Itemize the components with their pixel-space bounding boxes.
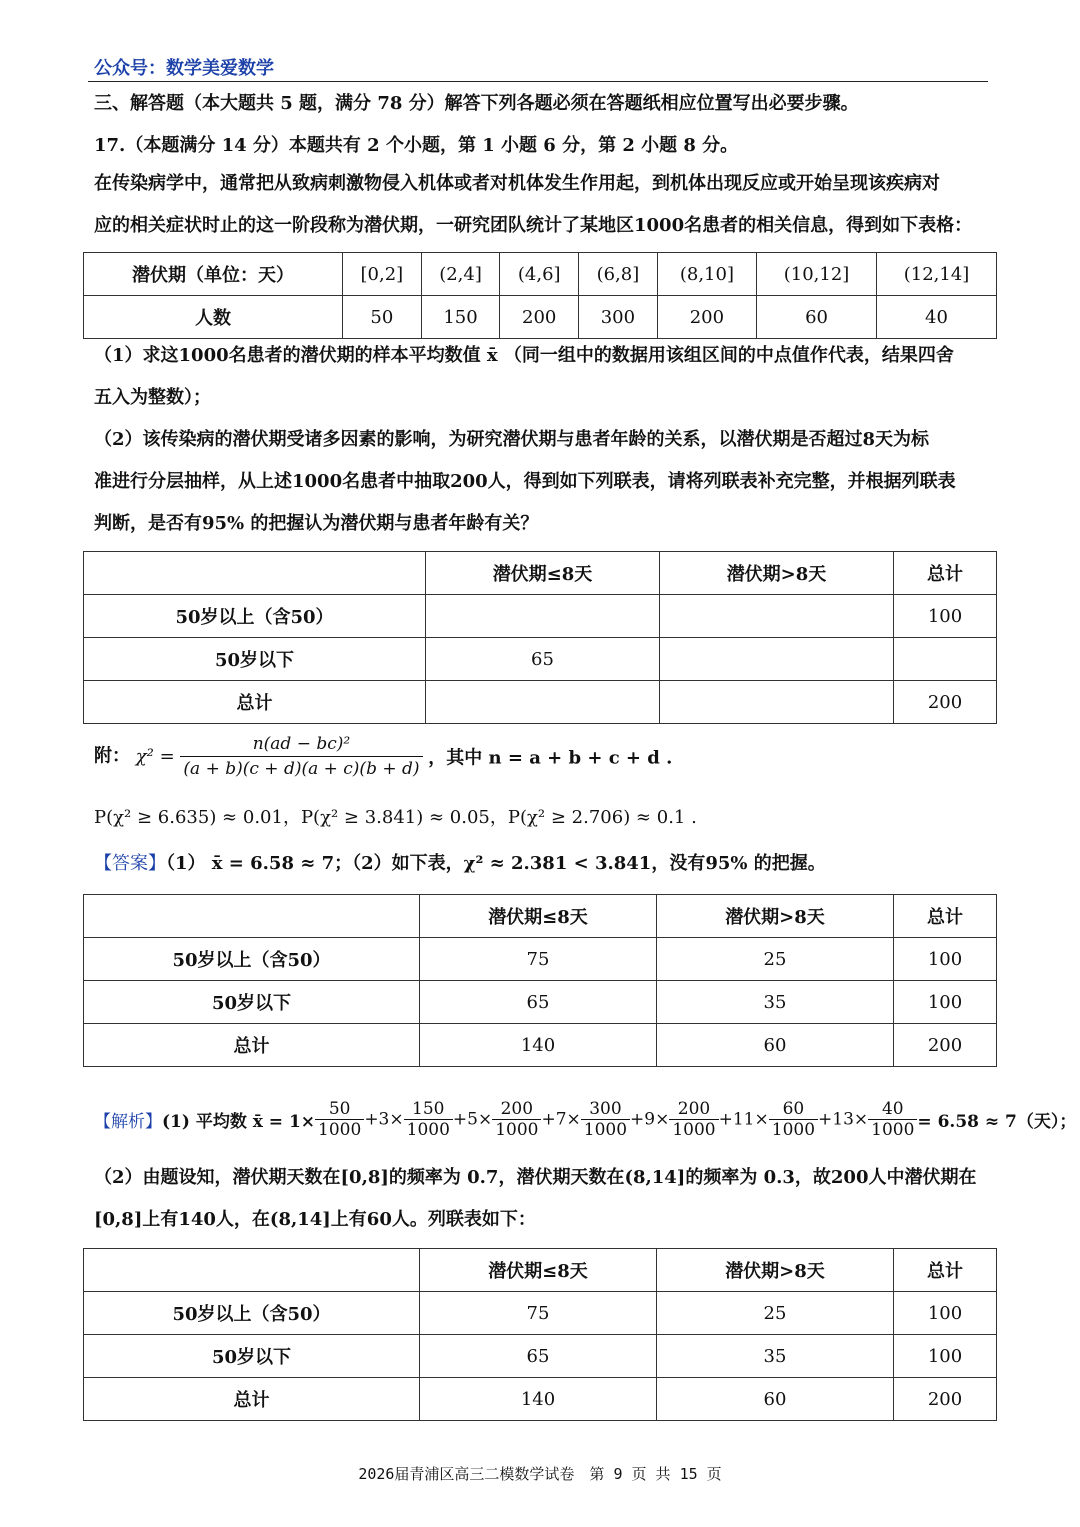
table-row bbox=[84, 638, 997, 681]
column-header: 潜伏期>8天 bbox=[657, 1249, 894, 1292]
intro-line-2: 应的相关症状时止的这一阶段称为潜伏期，一研究团队统计了某地区1000名患者的相关信息，得到如下表格： bbox=[94, 215, 973, 236]
table-cell: 65 bbox=[426, 638, 660, 681]
table-cell: 25 bbox=[657, 1292, 894, 1335]
table-row bbox=[84, 1024, 997, 1067]
fraction-denominator: 1000 bbox=[672, 1120, 716, 1140]
count-cell: 300 bbox=[579, 296, 658, 339]
term-operator: +5× bbox=[452, 1109, 493, 1130]
table-cell bbox=[84, 895, 420, 938]
column-header: 潜伏期>8天 bbox=[660, 552, 894, 595]
count-cell: 200 bbox=[657, 296, 756, 339]
chi-square-numerator: n(ad − bc)² bbox=[180, 732, 422, 757]
fraction-numerator: 60 bbox=[769, 1099, 818, 1120]
fraction-denominator: 1000 bbox=[406, 1120, 450, 1140]
count-cell: 200 bbox=[500, 296, 579, 339]
answer-text: （1） x̄ = 6.58 ≈ 7；（2）如下表，χ² ≈ 2.381 < 3.841，没有95% 的把握。 bbox=[166, 853, 826, 874]
table-row bbox=[84, 595, 997, 638]
question-1-line-1: （1）求这1000名患者的潜伏期的样本平均数值 x̄ （同一组中的数据用该组区间的中点值作代表，结果四舍 bbox=[94, 345, 954, 366]
interval-cell: (8,10] bbox=[657, 253, 756, 296]
row-header: 总计 bbox=[84, 681, 426, 724]
table-cell: 35 bbox=[657, 981, 894, 1024]
term-operator: = 6.58 ≈ 7（天）； bbox=[917, 1112, 1077, 1132]
row-header: 50岁以下 bbox=[84, 981, 420, 1024]
contingency-table-answer bbox=[83, 894, 997, 1067]
table-row bbox=[84, 681, 997, 724]
answer-label: 【答案】 bbox=[94, 853, 166, 874]
interval-cell: [0,2] bbox=[343, 253, 422, 296]
count-cell: 150 bbox=[421, 296, 500, 339]
table-cell: 200 bbox=[894, 681, 997, 724]
column-header: 总计 bbox=[894, 552, 997, 595]
table-row bbox=[84, 895, 997, 938]
table-cell: 35 bbox=[657, 1335, 894, 1378]
fraction-term bbox=[315, 1099, 364, 1140]
table-cell: 140 bbox=[420, 1378, 657, 1421]
table-incubation-counts bbox=[83, 252, 997, 339]
column-header: 潜伏期≤8天 bbox=[420, 1249, 657, 1292]
fraction-numerator: 200 bbox=[492, 1099, 541, 1120]
table-row bbox=[84, 1249, 997, 1292]
count-cell: 40 bbox=[877, 296, 997, 339]
table-cell: 65 bbox=[420, 981, 657, 1024]
analysis-mean-line bbox=[94, 1099, 1076, 1140]
table-cell bbox=[426, 681, 660, 724]
table-row bbox=[84, 981, 997, 1024]
table-cell: 100 bbox=[894, 1292, 997, 1335]
contingency-table-blank bbox=[83, 551, 997, 724]
table-cell: 25 bbox=[657, 938, 894, 981]
table-cell: 100 bbox=[894, 1335, 997, 1378]
appendix-label: 附： bbox=[94, 745, 130, 767]
fraction-term bbox=[404, 1099, 453, 1140]
column-header: 总计 bbox=[894, 1249, 997, 1292]
table-cell: 75 bbox=[420, 1292, 657, 1335]
problem-heading: 17.（本题满分 14 分）本题共有 2 个小题，第 1 小题 6 分，第 2 小题 8 分。 bbox=[94, 135, 739, 156]
table-cell bbox=[660, 638, 894, 681]
fraction-term bbox=[868, 1099, 917, 1140]
interval-cell: (6,8] bbox=[579, 253, 658, 296]
fraction-denominator: 1000 bbox=[495, 1120, 539, 1140]
fraction-term bbox=[669, 1099, 718, 1140]
term-operator: +3× bbox=[364, 1109, 404, 1130]
interval-cell: (10,12] bbox=[757, 253, 877, 296]
table-cell bbox=[84, 1249, 420, 1292]
table-row bbox=[84, 296, 997, 339]
contingency-table-analysis bbox=[83, 1248, 997, 1421]
table-cell: 100 bbox=[894, 938, 997, 981]
fraction-numerator: 50 bbox=[315, 1099, 364, 1120]
analysis-label: 【解析】 bbox=[94, 1112, 162, 1132]
row-header: 总计 bbox=[84, 1024, 420, 1067]
table-cell: 60 bbox=[657, 1378, 894, 1421]
table-row bbox=[84, 552, 997, 595]
row-header: 50岁以上（含50） bbox=[84, 1292, 420, 1335]
table-cell: 100 bbox=[894, 981, 997, 1024]
fraction-denominator: 1000 bbox=[318, 1120, 362, 1140]
section-title: 三、解答题（本大题共 5 题，满分 78 分）解答下列各题必须在答题纸相应位置写出必要步骤。 bbox=[94, 93, 859, 114]
row-header: 50岁以下 bbox=[84, 1335, 420, 1378]
table-cell bbox=[84, 552, 426, 595]
table-cell: 140 bbox=[420, 1024, 657, 1067]
appendix-probabilities: P(χ² ≥ 6.635) ≈ 0.01，P(χ² ≥ 3.841) ≈ 0.05，P(χ² ≥ 2.706) ≈ 0.1 . bbox=[94, 807, 697, 828]
table-cell: 200 bbox=[894, 1024, 997, 1067]
interval-cell: (4,6] bbox=[500, 253, 579, 296]
count-cell: 60 bbox=[757, 296, 877, 339]
interval-cell: (12,14] bbox=[877, 253, 997, 296]
table-row bbox=[84, 1335, 997, 1378]
fraction-numerator: 150 bbox=[404, 1099, 453, 1120]
term-operator: +11× bbox=[718, 1109, 769, 1130]
answer-line bbox=[94, 852, 826, 876]
question-1-line-2: 五入为整数）； bbox=[94, 387, 211, 408]
term-operator: +13× bbox=[818, 1109, 869, 1130]
table-cell: 75 bbox=[420, 938, 657, 981]
table-row bbox=[84, 1292, 997, 1335]
question-2-line-1: （2）该传染病的潜伏期受诸多因素的影响，为研究潜伏期与患者年龄的关系，以潜伏期是否超过8天为标 bbox=[94, 429, 930, 450]
table-cell bbox=[894, 638, 997, 681]
term-operator: +7× bbox=[541, 1109, 581, 1130]
chi-square-fraction bbox=[180, 732, 422, 781]
interval-cell: (2,4] bbox=[421, 253, 500, 296]
table-row bbox=[84, 938, 997, 981]
fraction-term bbox=[492, 1099, 541, 1140]
table-cell: 60 bbox=[657, 1024, 894, 1067]
fraction-numerator: 200 bbox=[669, 1099, 718, 1120]
analysis-part2-line-2: [0,8]上有140人，在(8,14]上有60人。列联表如下： bbox=[94, 1209, 536, 1230]
row-header: 50岁以下 bbox=[84, 638, 426, 681]
count-cell: 50 bbox=[343, 296, 422, 339]
column-header: 潜伏期≤8天 bbox=[420, 895, 657, 938]
fraction-denominator: 1000 bbox=[871, 1120, 915, 1140]
analysis-part2-line-1: （2）由题设知，潜伏期天数在[0,8]的频率为 0.7，潜伏期天数在(8,14]的频率为 0.3，故200人中潜伏期在 bbox=[94, 1167, 977, 1188]
column-header: 潜伏期>8天 bbox=[657, 895, 894, 938]
fraction-numerator: 40 bbox=[868, 1099, 917, 1120]
chi-square-denominator: (a + b)(c + d)(a + c)(b + d) bbox=[183, 759, 420, 779]
header-brand: 公众号：数学美爱数学 bbox=[94, 58, 274, 79]
table-cell: 200 bbox=[894, 1378, 997, 1421]
appendix-where: ，其中 n = a + b + c + d . bbox=[428, 747, 673, 769]
column-header: 总计 bbox=[894, 895, 997, 938]
question-2-line-2: 准进行分层抽样，从上述1000名患者中抽取200人，得到如下列联表，请将列联表补充完整，并根据列联表 bbox=[94, 471, 956, 492]
row-header: 潜伏期（单位：天） bbox=[84, 253, 343, 296]
page-footer: 2026届青浦区高三二模数学试卷 第 9 页 共 15 页 bbox=[358, 1465, 722, 1483]
row-header: 人数 bbox=[84, 296, 343, 339]
table-cell bbox=[426, 595, 660, 638]
table-row bbox=[84, 253, 997, 296]
table-cell bbox=[660, 595, 894, 638]
row-header: 50岁以上（含50） bbox=[84, 938, 420, 981]
row-header: 总计 bbox=[84, 1378, 420, 1421]
fraction-denominator: 1000 bbox=[771, 1120, 816, 1140]
fraction-term bbox=[769, 1099, 818, 1140]
fraction-numerator: 300 bbox=[581, 1099, 630, 1120]
analysis-mean-prefix: (1) 平均数 x̄ = 1× bbox=[162, 1112, 316, 1132]
appendix-formula bbox=[94, 732, 672, 781]
fraction-denominator: 1000 bbox=[583, 1120, 628, 1140]
column-header: 潜伏期≤8天 bbox=[426, 552, 660, 595]
intro-line-1: 在传染病学中，通常把从致病刺激物侵入机体或者对机体发生作用起，到机体出现反应或开始呈现该疾病对 bbox=[94, 173, 940, 194]
table-cell: 100 bbox=[894, 595, 997, 638]
row-header: 50岁以上（含50） bbox=[84, 595, 426, 638]
header-rule bbox=[88, 81, 988, 82]
chi-square-lhs: χ² = bbox=[135, 746, 175, 767]
table-row bbox=[84, 1378, 997, 1421]
table-cell bbox=[660, 681, 894, 724]
fraction-term bbox=[581, 1099, 630, 1140]
term-operator: +9× bbox=[630, 1109, 670, 1130]
question-2-line-3: 判断，是否有95% 的把握认为潜伏期与患者年龄有关？ bbox=[94, 513, 539, 534]
table-cell: 65 bbox=[420, 1335, 657, 1378]
